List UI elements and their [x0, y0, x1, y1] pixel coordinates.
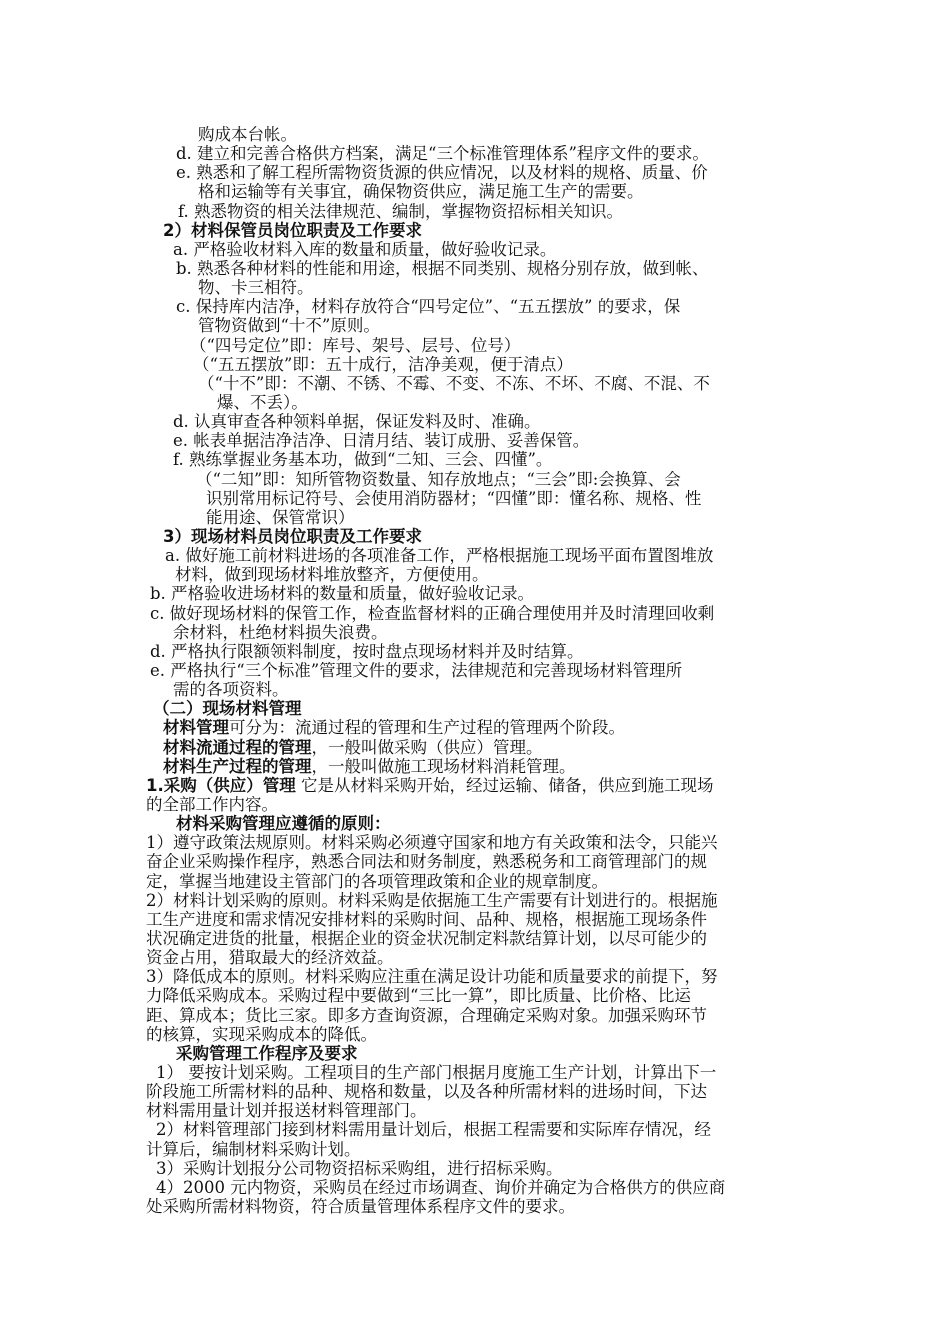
- text-line: 识别常用标记符号、会使用消防器材；“四懂”即：懂名称、规格、性: [206, 489, 702, 508]
- bold-term: 材料生产过程的管理: [163, 757, 312, 776]
- line-text: ，一般叫做施工现场材料消耗管理。: [311, 757, 576, 776]
- text-line: 资金占用，猎取最大的经济效益。: [146, 948, 394, 967]
- text-line: a. 做好施工前材料进场的各项准备工作，严格根据施工现场平面布置图堆放: [165, 546, 714, 565]
- text-line: （“五五摆放”即：五十成行，洁净美观，便于清点）: [193, 355, 573, 374]
- text-line: 1） 要按计划采购。工程项目的生产部门根据月度施工生产计划，计算出下一: [156, 1063, 717, 1082]
- text-line: f. 熟练掌握业务基本功，做到“二知、三会、四懂”。: [173, 450, 553, 469]
- text-line: 奋企业采购操作程序，熟悉合同法和财务制度，熟悉税务和工商管理部门的规: [146, 852, 707, 871]
- bold-term: 材料流通过程的管理: [163, 738, 312, 757]
- text-line: 计算后，编制材料采购计划。: [146, 1140, 361, 1159]
- text-line: f. 熟悉物资的相关法律规范、编制，掌握物资招标相关知识。: [178, 202, 624, 221]
- text-line: d. 建立和完善合格供方档案，满足“三个标准管理体系”程序文件的要求。: [176, 144, 709, 163]
- text-line: 力降低采购成本。采购过程中要做到“三比一算”，即比质量、比价格、比运: [146, 986, 691, 1005]
- text-line: d. 认真审查各种领料单据，保证发料及时、准确。: [173, 412, 541, 431]
- text-line: 阶段施工所需材料的品种、规格和数量，以及各种所需材料的进场时间，下达: [146, 1082, 707, 1101]
- text-line: e. 严格执行“三个标准”管理文件的要求，法律规范和完善现场材料管理所: [150, 661, 683, 680]
- bold-term: 材料管理: [163, 718, 229, 737]
- text-line: 定，掌握当地建设主管部门的各项管理政策和企业的规章制度。: [146, 872, 608, 891]
- text-line: 材料需用量计划并报送材料管理部门。: [146, 1101, 427, 1120]
- line-text: 它是从材料采购开始，经过运输、储备，供应到施工现场: [295, 776, 714, 795]
- text-line: 的核算，实现采购成本的降低。: [146, 1025, 377, 1044]
- text-line: e. 帐表单据洁净洁净、日清月结、装订成册、妥善保管。: [173, 431, 590, 450]
- text-line: 4）2000 元内物资，采购员在经过市场调查、询价并确定为合格供方的供应商: [156, 1178, 726, 1197]
- bold-term: 1.采购（供应）管理: [146, 776, 296, 795]
- section-heading: 采购管理工作程序及要求: [176, 1044, 358, 1063]
- text-line: 2）材料计划采购的原则。材料采购是依据施工生产需要有计划进行的。根据施: [146, 891, 718, 910]
- text-line: b. 严格验收进场材料的数量和质量，做好验收记录。: [150, 584, 535, 603]
- text-line: 的全部工作内容。: [146, 795, 278, 814]
- text-line: 3）采购计划报分公司物资招标采购组，进行招标采购。: [156, 1159, 563, 1178]
- text-line: 状况确定进货的批量，根据企业的资金状况制定料款结算计划，以尽可能少的: [146, 929, 707, 948]
- text-line: （“二知”即：知所管物资数量、知存放地点；“三会”即:会换算、会: [196, 470, 681, 489]
- text-line: c. 做好现场材料的保管工作，检查监督材料的正确合理使用并及时清理回收剩: [150, 604, 715, 623]
- text-line: 2）材料管理部门接到材料需用量计划后，根据工程需要和实际库存情况，经: [156, 1120, 711, 1139]
- text-line: 材料，做到现场材料堆放整齐，方便使用。: [175, 565, 489, 584]
- section-heading: （二）现场材料管理: [153, 699, 302, 718]
- line-text: ，一般叫做采购（供应）管理。: [311, 738, 543, 757]
- text-line: 处采购所需材料物资，符合质量管理体系程序文件的要求。: [146, 1197, 575, 1216]
- text-line: 余材料，杜绝材料损失浪费。: [173, 623, 388, 642]
- text-line: 能用途、保管常识）: [206, 508, 355, 527]
- section-heading: 2）材料保管员岗位职责及工作要求: [163, 221, 422, 240]
- text-line: 1）遵守政策法规原则。材料采购必须遵守国家和地方有关政策和法令，只能兴: [146, 833, 718, 852]
- text-line: （“四号定位”即：库号、架号、层号、位号）: [190, 336, 521, 355]
- text-line: 需的各项资料。: [173, 680, 289, 699]
- section-heading: 材料采购管理应遵循的原则：: [176, 814, 391, 833]
- text-line: a. 严格验收材料入库的数量和质量，做好验收记录。: [173, 240, 557, 259]
- text-line: 物、卡三相符。: [198, 278, 314, 297]
- text-line: （“十不”即：不潮、不锈、不霉、不变、不冻、不坏、不腐、不混、不: [198, 374, 710, 393]
- text-line: 距、算成本；货比三家。即多方查询资源，合理确定采购对象。加强采购环节: [146, 1006, 707, 1025]
- text-line: b. 熟悉各种材料的性能和用途，根据不同类别、规格分别存放，做到帐、: [176, 259, 709, 278]
- text-line: d. 严格执行限额领料制度，按时盘点现场材料并及时结算。: [150, 642, 584, 661]
- text-line: 管物资做到“十不”原则。: [198, 316, 380, 335]
- text-line: 格和运输等有关事宜，确保物资供应，满足施工生产的需要。: [198, 182, 644, 201]
- text-line: 爆、不丢）。: [217, 393, 308, 412]
- line-text: 可分为：流通过程的管理和生产过程的管理两个阶段。: [229, 718, 625, 737]
- text-line: 3）降低成本的原则。材料采购应注重在满足设计功能和质量要求的前提下，努: [146, 967, 718, 986]
- text-line: [163, 717, 625, 739]
- text-line: c. 保持库内洁净，材料存放符合“四号定位”、“五五摆放” 的要求，保: [176, 297, 681, 316]
- text-line: 工生产进度和需求情况安排材料的采购时间、品种、规格，根据施工现场条件: [146, 910, 707, 929]
- text-line: e. 熟悉和了解工程所需物资货源的供应情况，以及材料的规格、质量、价: [176, 163, 708, 182]
- text-line: 购成本台帐。: [198, 125, 297, 144]
- section-heading: 3）现场材料员岗位职责及工作要求: [163, 527, 422, 546]
